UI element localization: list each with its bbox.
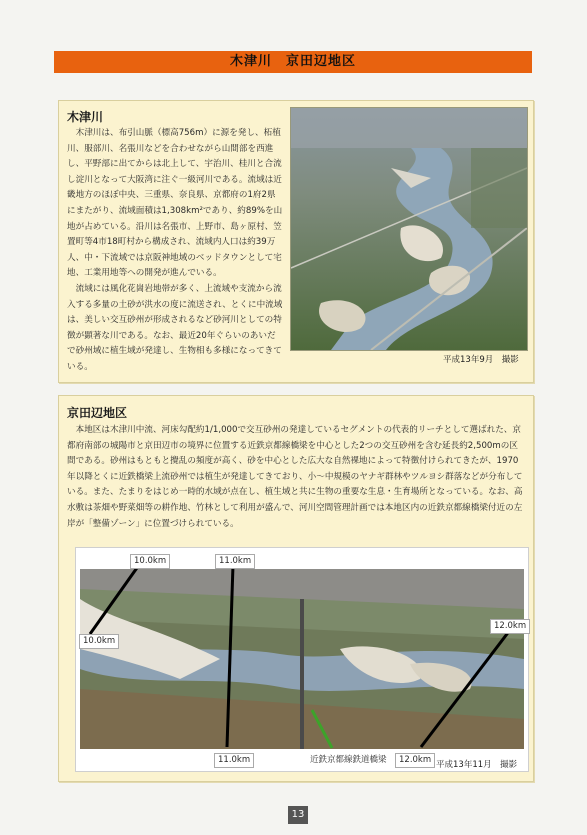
kyotanabe-photo-frame [75,547,529,772]
kyotanabe-title: 京田辺地区 [67,406,128,420]
km-label-10-top: 10.0km [130,554,170,569]
km-label-11-bottom: 11.0km [214,753,254,768]
page-number: 13 [288,806,308,824]
bridge-label: 近鉄京都線鉄道橋梁 [310,755,387,765]
kyotanabe-body: 本地区は木津川中流、河床勾配約1/1,000で交互砂州の発達しているセグメントの代表的リーチとして選ばれた、京都府南部の城陽市と京田辺市の境界に位置する近鉄京都線橋梁を中心とした2つの交互砂州を含む延長約2,500mの区間である。砂州はもともと攪乱の頻度が高く、砂を中心とした広大な自然裸地によって特徴付けられてきたが、1970年以降とくに近鉄橋梁上流砂州では植生が発達してきており、小～中規模のヤナギ群林やツルヨシ群落などが分布している。また、たまりをはじめ一時的水域が点在し、植生域と共に生物の重要な生息・生育場所となっている。なお、高水敷は茶畑や野菜畑等の耕作地、竹林として利用が盛んで、河川空間管理計画では本地区内の近鉄京都線橋梁付近の左岸が「整備ゾーン」に位置づけられている。 [67,425,523,529]
kizugawa-panel [58,100,534,383]
aerial-photo-image [291,108,527,350]
km-label-12-bottom: 12.0km [395,753,435,768]
kizugawa-title: 木津川 [67,110,104,124]
section-banner: 木津川 京田辺地区 [54,51,532,73]
kizugawa-aerial-photo [290,107,528,351]
km-label-10-side: 10.0km [79,634,119,649]
km-marker-lines [76,548,528,771]
km-label-11-top: 11.0km [215,554,255,569]
kizugawa-body: 木津川は、布引山脈（標高756m）に源を発し、柘植川、服部川、名張川などを合わせながら山間部を西進し、平野部に出てからは北上して、宇治川、桂川と合流し淀川となって大阪湾に注ぐ一級河川である。流域は近畿地方のほぼ中央、三重県、奈良県、京都府の1府2県にまたがり、流域面積は1,308km²であり、約89%を山地が占めている。沿川は名張市、上野市、島ヶ原村、笠置町等4市18町村から構成され、流域内人口は約39万人、中・下流域では京阪神地域のベッドタウンとして宅地、工業用地等への開発が進んでいる。 流域には風化花崗岩地帯が多く、上流域や支流から流入する多量の土砂が洪水の度に流送され、とくに中流域は、美しい交互砂州が形成されるなど砂河川としての特徴が顕著な川である。なお、最近20年ぐらいのあいだで砂州域に植生域が発達し、生物相も多様になってきている。 [67,128,283,372]
kyotanabe-photo-caption: 平成13年11月 撮影 [436,760,518,770]
kizugawa-photo-caption: 平成13年9月 撮影 [443,355,519,365]
km-label-12-side: 12.0km [490,619,530,634]
kyotanabe-panel [58,395,534,782]
